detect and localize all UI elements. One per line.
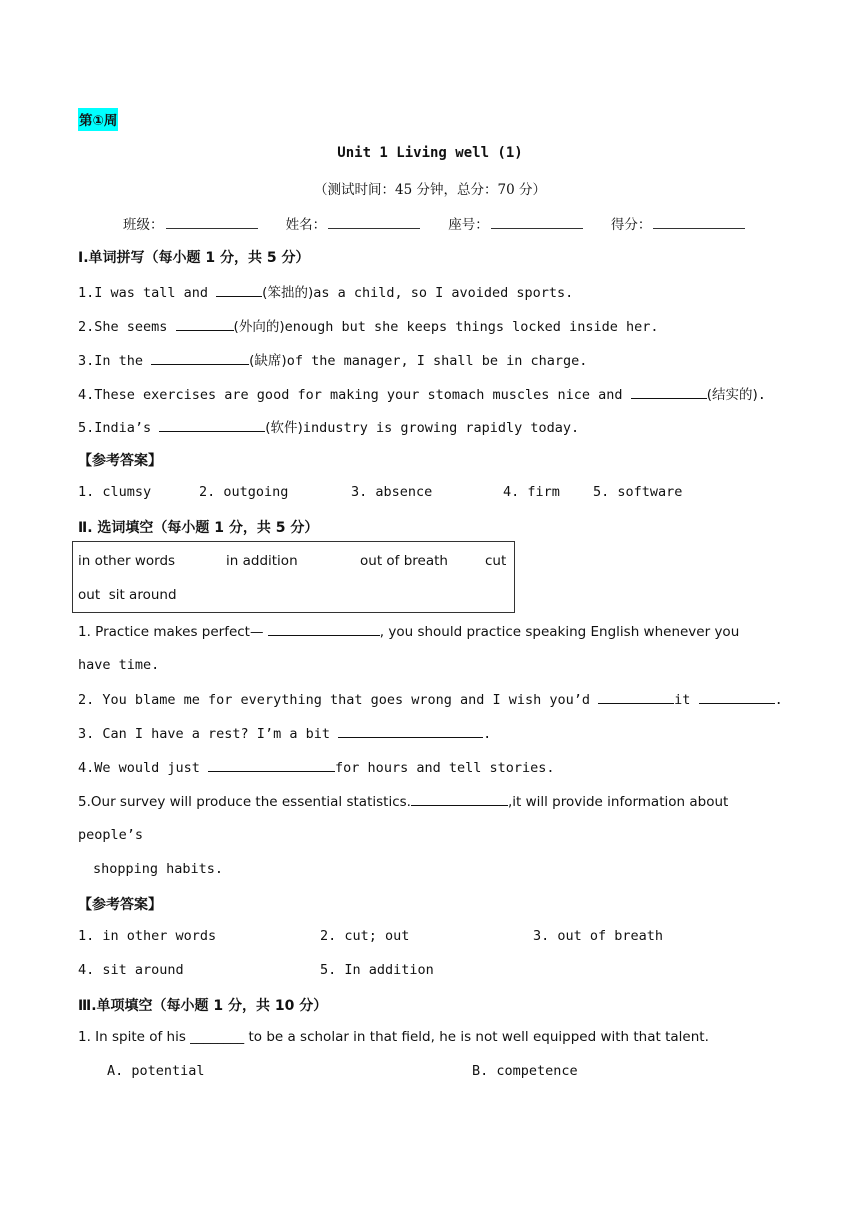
- question-text: as a child, so I avoided sports.: [313, 285, 574, 301]
- question-text: industry is growing rapidly today.: [302, 420, 580, 436]
- question-text: , you should practice speaking English whenever you: [379, 624, 740, 640]
- answer-item: 3. out of breath: [533, 928, 664, 944]
- question-text: 5.Our survey will produce the essential statistics.: [78, 794, 411, 810]
- class-label: 班级：: [123, 217, 164, 233]
- answer-blank[interactable]: [411, 793, 508, 806]
- info-row: [123, 213, 745, 233]
- question-text: 1.I was tall and: [78, 285, 217, 301]
- answer-blank[interactable]: [699, 691, 775, 704]
- question: [78, 349, 587, 369]
- answer-item: 3. absence: [351, 484, 433, 500]
- answer-blank[interactable]: [151, 352, 249, 365]
- question: 1. In spite of his ________ to be a scholar in that field, he is not well equipped with that talent.: [78, 1029, 709, 1045]
- word-bank-item: in other words: [78, 553, 176, 569]
- class-field[interactable]: [166, 216, 258, 229]
- question-text: .: [774, 692, 783, 708]
- seat-field[interactable]: [491, 216, 583, 229]
- answer-blank[interactable]: [631, 386, 707, 399]
- word-bank-item: out sit around: [78, 587, 177, 603]
- question: [78, 281, 573, 301]
- answer-blank[interactable]: [216, 284, 262, 297]
- answer-item: 1. clumsy: [78, 484, 152, 500]
- question: [78, 416, 579, 436]
- option-a[interactable]: A. potential: [107, 1063, 205, 1079]
- question-text: 3.In the: [78, 353, 152, 369]
- answer-blank[interactable]: [598, 691, 674, 704]
- answer-key-heading: 【参考答案】: [78, 897, 162, 913]
- question-text: it: [674, 692, 699, 708]
- name-field[interactable]: [328, 216, 420, 229]
- question-continued: people’s: [78, 827, 144, 843]
- question-continued: have time.: [78, 657, 160, 673]
- question-text: .: [483, 726, 492, 742]
- answer-blank[interactable]: [208, 759, 335, 772]
- question-continued: shopping habits.: [93, 861, 224, 877]
- question-text: 1. Practice makes perfect—: [78, 624, 268, 640]
- score-label: 得分：: [610, 217, 652, 233]
- answer-item: 2. cut; out: [320, 928, 410, 944]
- question-text: 3. Can I have a rest? I’m a bit: [78, 726, 339, 742]
- answer-item: 5. software: [593, 484, 683, 500]
- answer-blank[interactable]: [159, 419, 265, 432]
- question: [78, 623, 739, 640]
- answer-blank[interactable]: [338, 725, 483, 738]
- section3-heading: Ⅲ.单项填空（每小题 1 分，共 10 分）: [78, 998, 328, 1014]
- question: [78, 793, 728, 810]
- question-text: 2. You blame me for everything that goes wrong and I wish you’d: [78, 692, 599, 708]
- answer-item: 4. sit around: [78, 962, 184, 978]
- question-text: 4.These exercises are good for making your stomach muscles nice and: [78, 387, 631, 403]
- question-text: .: [757, 387, 766, 403]
- answer-item: 5. In addition: [320, 962, 434, 978]
- question-text: ,it will provide information about: [507, 794, 729, 810]
- answer-item: 1. in other words: [78, 928, 217, 944]
- hint-text: (笨拙的): [262, 285, 314, 301]
- answer-blank[interactable]: [176, 318, 234, 331]
- question: [78, 759, 555, 776]
- question: [78, 725, 491, 742]
- question: [78, 691, 783, 708]
- hint-text: (缺席): [249, 353, 287, 369]
- answer-item: 2. outgoing: [199, 484, 289, 500]
- word-bank-item: cut: [485, 553, 507, 569]
- option-b[interactable]: B. competence: [472, 1063, 578, 1079]
- answer-item: 4. firm: [503, 484, 560, 500]
- seat-label: 座号：: [448, 217, 489, 233]
- question-text: enough but she keeps things locked inside her.: [284, 319, 659, 335]
- question-text: 4.We would just: [78, 760, 209, 776]
- word-bank-item: in addition: [226, 553, 298, 569]
- section2-heading: Ⅱ. 选词填空（每小题 1 分，共 5 分）: [78, 520, 319, 536]
- hint-text: (结实的): [706, 387, 758, 403]
- page-title: Unit 1 Living well (1): [337, 145, 523, 161]
- name-label: 姓名：: [285, 217, 327, 233]
- answer-key-heading: 【参考答案】: [78, 453, 162, 469]
- test-info: （测试时间：45 分钟，总分：70 分）: [314, 182, 546, 198]
- question-text: 5.India’s: [78, 420, 160, 436]
- question-text: for hours and tell stories.: [335, 760, 555, 776]
- question: [78, 383, 766, 403]
- hint-text: (外向的): [233, 319, 285, 335]
- hint-text: (软件): [265, 420, 303, 436]
- score-field[interactable]: [653, 216, 745, 229]
- word-bank-item: out of breath: [360, 553, 448, 569]
- answer-blank[interactable]: [268, 623, 380, 636]
- section1-heading: Ⅰ.单词拼写（每小题 1 分，共 5 分）: [78, 250, 310, 266]
- question: [78, 315, 658, 335]
- question-text: of the manager, I shall be in charge.: [286, 353, 588, 369]
- question-text: 2.She seems: [78, 319, 176, 335]
- week-label: 第①周: [78, 108, 118, 131]
